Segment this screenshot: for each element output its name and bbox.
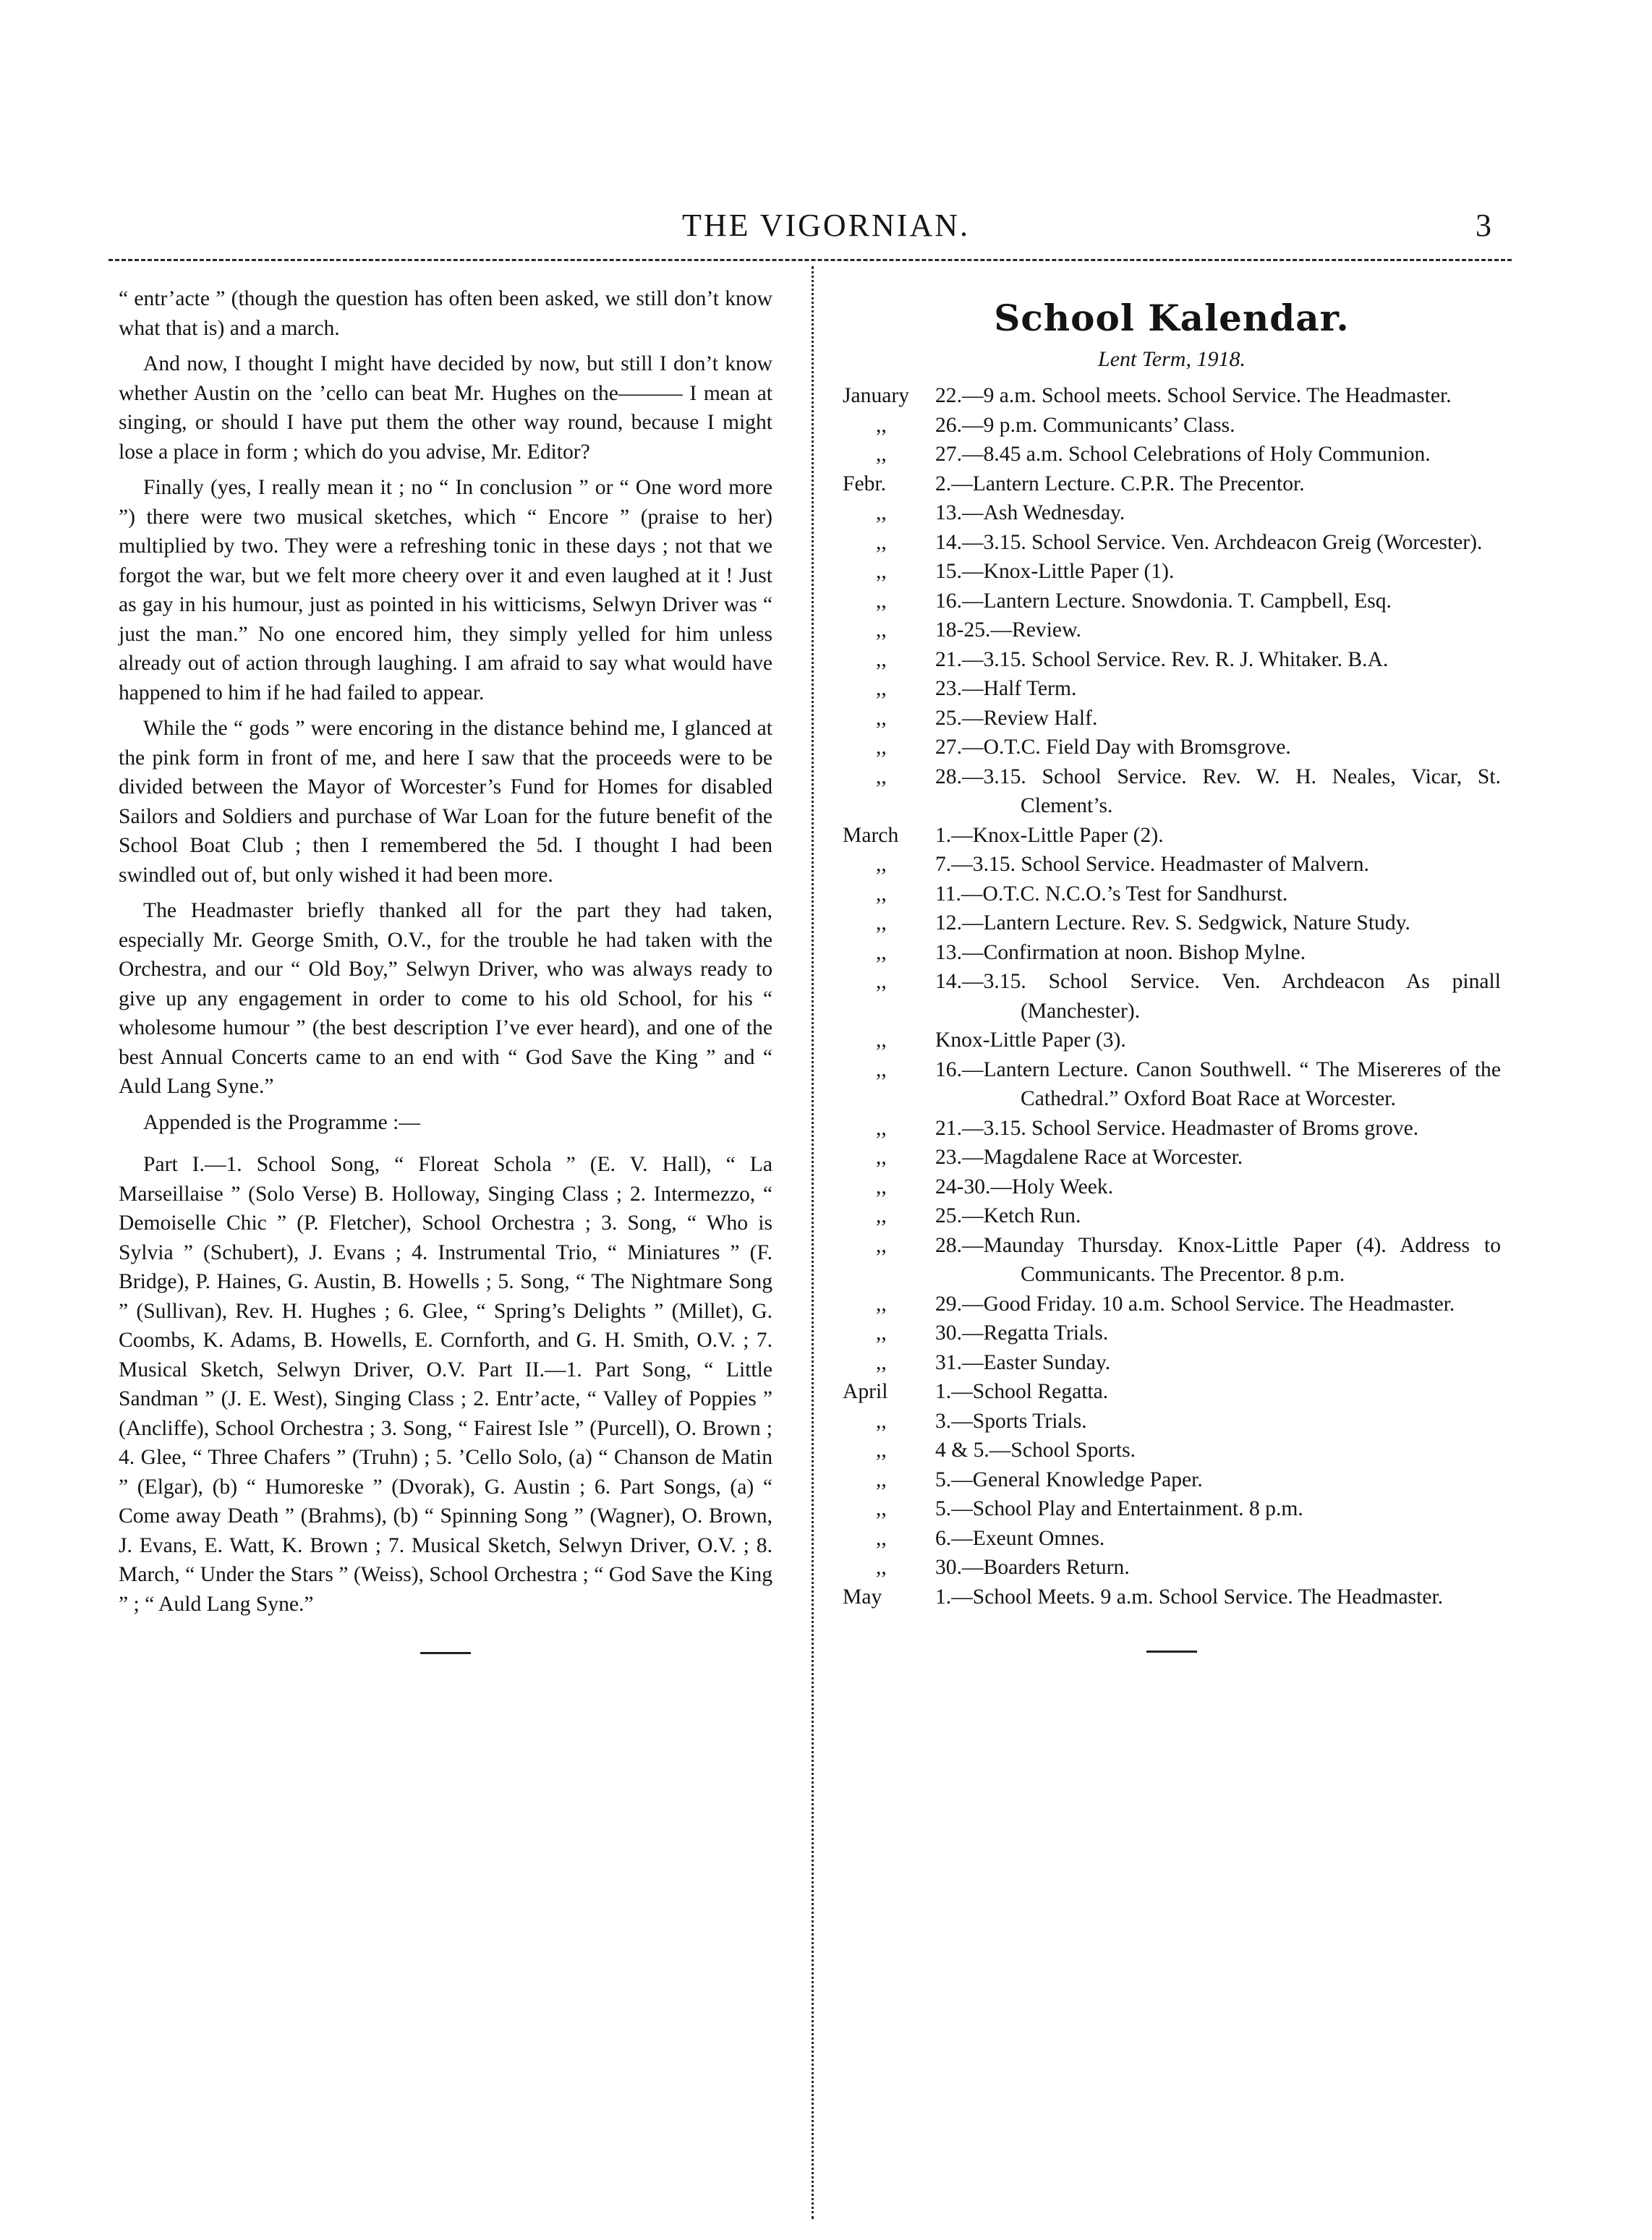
entry-text: 26.—9 p.m. Communicants’ Class. [935, 413, 1235, 437]
entry-text: 11.—O.T.C. N.C.O.’s Test for Sandhurst. [935, 882, 1288, 906]
entry-month: Febr. [843, 472, 887, 495]
entry-month: ,, [876, 1409, 887, 1433]
entry-month: ,, [876, 647, 887, 671]
entry-text: 21.—3.15. School Service. Rev. R. J. Whitaker. B.A. [935, 647, 1389, 671]
entry-month: ,, [876, 882, 887, 906]
entry-text: 14.—3.15. School Service. Ven. Archdeacon As pinall (Manchester). [935, 970, 1501, 1023]
entry-text: 27.—8.45 a.m. School Celebrations of Holy Communion. [935, 443, 1431, 466]
entry-text: Knox-Little Paper (3). [935, 1029, 1126, 1052]
entry-text: 25.—Ketch Run. [935, 1204, 1081, 1227]
entry-text: 3.—Sports Trials. [935, 1409, 1087, 1433]
paragraph: The Headmaster briefly thanked all for the part they had taken, especially Mr. George Smith, O.V., for the trouble he had taken with the Orchestra, and our “ Old Boy,” Selwyn Driver, who was always ready to give up any engagement in order to come to his old School, for his “ wholesome humour ” (the best description I’ve ever heard), and one of the best Annual Concerts came to an end with “ God Save the King ” and “ Auld Lang Syne.” [119, 899, 772, 1098]
entry-text: 18-25.—Review. [935, 618, 1081, 642]
paragraph: Finally (yes, I really mean it ; no “ In conclusion ” or “ One word more ”) there were two musical sketches, which “ Encore ” (praise to her) multiplied by two. They were a refreshing tonic in these days ; not that we forgot the war, but we felt more cheery over it and even laughed at it ! Just as gay in his humour, just as pointed in his witticisms, Selwyn Driver was “ just the man.” No one encored him, they simply yelled for him unless already out of action through laughing. I am afraid to say what would have happened to him if he had failed to appear. [119, 476, 772, 704]
entry-month: ,, [876, 530, 887, 554]
kalendar-entry [843, 733, 1501, 762]
entry-text: 31.—Easter Sunday. [935, 1350, 1111, 1374]
header-rule [108, 259, 1512, 261]
column-divider [812, 266, 814, 2219]
entry-text: 23.—Half Term. [935, 677, 1077, 700]
kalendar-entry [843, 616, 1501, 645]
entry-text: 12.—Lantern Lecture. Rev. S. Sedgwick, Nature Study. [935, 911, 1410, 934]
entry-month: ,, [876, 1116, 887, 1140]
programme-paragraph: Part I.—1. School Song, “ Floreat Schola ” (E. V. Hall), “ La Marseillaise ” (Solo Verse) B. Holloway, Singing Class ; 2. Intermezzo, “ Demoiselle Chic ” (P. Fletcher), School Orchestra ; 3. Song, “ Who is Sylvia ” (Schubert), J. Evans ; 4. Instrumental Trio, “ Miniatures ” (F. Bridge), P. Haines, G. Austin, B. Howells ; 5. Song, “ The Nightmare Song ” (Sullivan), Rev. H. Hughes ; 6. Glee, “ Spring’s Delights ” (Millet), G. Coombs, K. Adams, B. Howells, E. Cornforth, and G. H. Smith, O.V. ; 7. Musical Sketch, Selwyn Driver, O.V. Part II.—1. Part Song, “ Little Sandman ” (J. E. West), Singing Class ; 2. Entr’acte, “ Valley of Poppies ” (Ancliffe), School Orchestra ; 3. Song, “ Fairest Isle ” (Purcell), O. Brown ; 4. Glee, “ Three Chafers ” (Truhn) ; 5. ’Cello Solo, (a) “ Chanson de Matin ” (Elgar), (b) “ Humoreske ” (Dvorak), G. Austin ; 6. Part Songs, (a) “ Come away Death ” (Brahms), (b) “ Spinning Song ” (Wagner), O. Brown, J. Evans, E. Watt, K. Brown ; 7. Musical Sketch, Selwyn Driver, O.V. ; 8. March, “ Under the Stars ” (Weiss), School Orchestra ; “ God Save the King ” ; “ Auld Lang Syne.” [119, 1153, 772, 1616]
entry-month: ,, [876, 765, 887, 788]
entry-month: ,, [876, 1526, 887, 1550]
kalendar-entry [843, 762, 1501, 821]
kalendar-entry [843, 1026, 1501, 1055]
kalendar-entry [843, 967, 1501, 1026]
entry-text: 30.—Regatta Trials. [935, 1321, 1109, 1345]
entry-month: ,, [876, 413, 887, 437]
kalendar-entry [843, 1407, 1501, 1436]
entry-month: ,, [876, 1497, 887, 1520]
kalendar-entry [843, 1114, 1501, 1144]
entry-text: 6.—Exeunt Omnes. [935, 1526, 1105, 1550]
kalendar-entry [843, 1201, 1501, 1231]
entry-month: January [843, 384, 910, 407]
entry-month: ,, [876, 853, 887, 876]
entry-month: ,, [876, 589, 887, 613]
entry-month: ,, [876, 1292, 887, 1316]
kalendar-entry [843, 469, 1501, 499]
kalendar-entry [843, 1231, 1501, 1290]
entry-month: April [843, 1380, 888, 1403]
entry-text: 22.—9 a.m. School meets. School Service. The Headmaster. [935, 384, 1452, 407]
entry-month: May [843, 1585, 882, 1609]
entry-month: ,, [876, 1468, 887, 1491]
entry-text: 1.—School Regatta. [935, 1380, 1109, 1403]
entry-text: 29.—Good Friday. 10 a.m. School Service. The Headmaster. [935, 1292, 1455, 1316]
entry-text: 4 & 5.—School Sports. [935, 1439, 1136, 1462]
entry-month: ,, [876, 1321, 887, 1345]
entry-text: 13.—Confirmation at noon. Bishop Mylne. [935, 940, 1306, 964]
kalendar-entry [843, 1319, 1501, 1348]
right-column [843, 284, 1501, 1653]
entry-text: 7.—3.15. School Service. Headmaster of Malvern. [935, 853, 1369, 876]
entry-month: ,, [876, 706, 887, 730]
kalendar-entry [843, 587, 1501, 616]
entry-text: 5.—School Play and Entertainment. 8 p.m. [935, 1497, 1303, 1520]
kalendar-entry [843, 498, 1501, 528]
kalendar-entry [843, 908, 1501, 938]
kalendar-entry [843, 645, 1501, 675]
entry-text: 14.—3.15. School Service. Ven. Archdeacon Greig (Worcester). [935, 530, 1483, 554]
entry-month: ,, [876, 1350, 887, 1374]
entry-text: 1.—Knox-Little Paper (2). [935, 823, 1164, 847]
paragraph: Appended is the Programme :— [143, 1110, 420, 1134]
kalendar-entry [843, 557, 1501, 587]
kalendar-entry [843, 850, 1501, 880]
kalendar-entry [843, 704, 1501, 733]
entry-month: ,, [876, 1204, 887, 1227]
entry-month: ,, [876, 940, 887, 964]
entry-text: 16.—Lantern Lecture. Canon Southwell. “ The Misereres of the Cathedral.” Oxford Boat Race at Worcester. [935, 1057, 1501, 1110]
kalendar-entry [843, 1583, 1501, 1612]
entry-text: 21.—3.15. School Service. Headmaster of Broms grove. [935, 1116, 1419, 1140]
entry-text: 28.—3.15. School Service. Rev. W. H. Neales, Vicar, St. Clement’s. [935, 765, 1501, 817]
kalendar-entry [843, 1172, 1501, 1202]
entry-text: 27.—O.T.C. Field Day with Bromsgrove. [935, 736, 1291, 759]
entry-text: 15.—Knox-Little Paper (1). [935, 560, 1175, 583]
entry-month: ,, [876, 1556, 887, 1579]
kalendar-entry [843, 1143, 1501, 1172]
section-end-rule [420, 1652, 471, 1654]
entry-text: 13.—Ash Wednesday. [935, 501, 1125, 524]
entry-month: ,, [876, 501, 887, 524]
kalendar-entry [843, 528, 1501, 558]
entry-month: ,, [876, 911, 887, 934]
paragraph: And now, I thought I might have decided by now, but still I don’t know whether Austin on the ’cello can beat Mr. Hughes on the——— I mean at singing, or should I have put them the other way round, because I might lose a place in form ; which do you advise, Mr. Editor? [119, 352, 772, 464]
entry-month: ,, [876, 1029, 887, 1052]
entry-text: 23.—Magdalene Race at Worcester. [935, 1146, 1243, 1169]
kalendar-title: School Kalendar. [994, 297, 1350, 339]
entry-text: 30.—Boarders Return. [935, 1556, 1130, 1579]
entry-text: 1.—School Meets. 9 a.m. School Service. The Headmaster. [935, 1585, 1444, 1609]
kalendar-entry [843, 1553, 1501, 1583]
kalendar-entry [843, 674, 1501, 704]
kalendar-entry [843, 1524, 1501, 1554]
entry-text: 5.—General Knowledge Paper. [935, 1468, 1203, 1491]
entry-text: 25.—Review Half. [935, 706, 1098, 730]
entry-month: ,, [876, 1233, 887, 1257]
left-column [119, 284, 772, 1654]
entry-month: ,, [876, 618, 887, 642]
paragraph: While the “ gods ” were encoring in the distance behind me, I glanced at the pink form in front of me, and here I saw that the proceeds were to be divided between the Mayor of Worcester’s Fund for Homes for disabled Sailors and Soldiers and purchase of War Loan for the future benefit of the School Boat Club ; then I remembered the 5d. I thought I had been swindled out of, but only wished it had been more. [119, 717, 772, 887]
kalendar-entry [843, 1348, 1501, 1378]
entry-month: ,, [876, 736, 887, 759]
section-end-rule [1146, 1651, 1197, 1653]
kalendar-entry [843, 381, 1501, 411]
kalendar-entry [843, 411, 1501, 440]
entry-text: 2.—Lantern Lecture. C.P.R. The Precentor. [935, 472, 1305, 495]
page-number: 3 [1476, 208, 1491, 243]
entry-month: ,, [876, 970, 887, 993]
entry-text: 16.—Lantern Lecture. Snowdonia. T. Campbell, Esq. [935, 589, 1392, 613]
entry-month: ,, [876, 1146, 887, 1169]
kalendar-entry [843, 1055, 1501, 1114]
entry-month: ,, [876, 443, 887, 466]
kalendar-entry [843, 1377, 1501, 1407]
kalendar-entry [843, 440, 1501, 469]
kalendar-entry [843, 938, 1501, 968]
entry-month: ,, [876, 677, 887, 700]
kalendar-entry [843, 1436, 1501, 1465]
kalendar-entry [843, 821, 1501, 851]
entry-month: March [843, 823, 899, 847]
entry-month: ,, [876, 560, 887, 583]
kalendar-entry [843, 1494, 1501, 1524]
entry-month: ,, [876, 1439, 887, 1462]
entry-month: ,, [876, 1057, 887, 1081]
entry-month: ,, [876, 1175, 887, 1198]
running-header-title: THE VIGORNIAN. [681, 208, 971, 243]
kalendar-entry [843, 1465, 1501, 1495]
kalendar-entry [843, 1290, 1501, 1319]
entry-text: 24-30.—Holy Week. [935, 1175, 1114, 1198]
kalendar-list [843, 381, 1501, 1611]
kalendar-subtitle: Lent Term, 1918. [1098, 347, 1246, 371]
kalendar-entry [843, 880, 1501, 909]
paragraph: “ entr’acte ” (though the question has often been asked, we still don’t know what that is) and a march. [119, 287, 772, 340]
entry-text: 28.—Maunday Thursday. Knox-Little Paper (4). Address to Communicants. The Precentor. 8 p.m. [935, 1233, 1501, 1286]
